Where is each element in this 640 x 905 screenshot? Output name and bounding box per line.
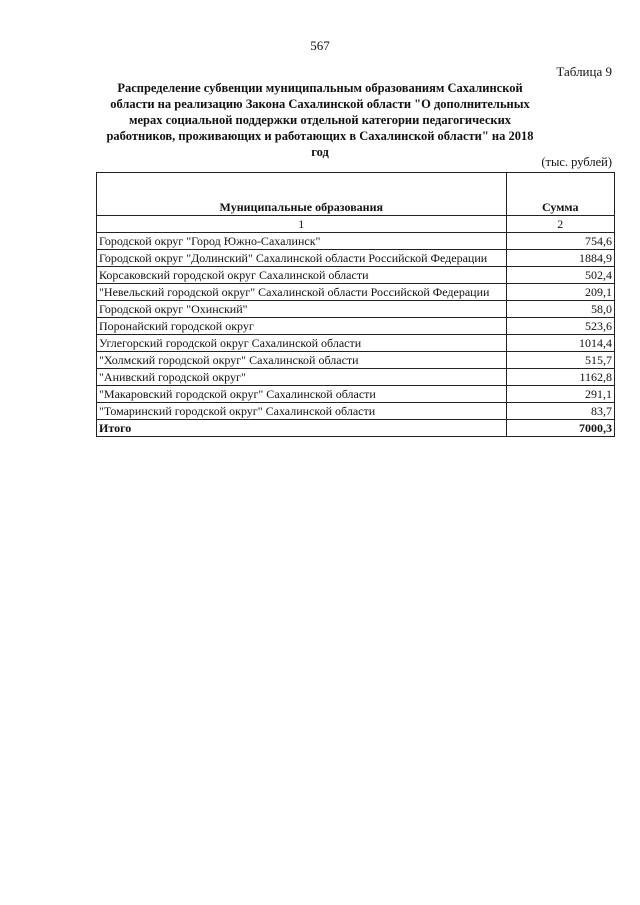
- municipality-name: Углегорский городской округ Сахалинской области: [97, 335, 507, 352]
- column-header-municipality: Муниципальные образования: [97, 173, 507, 216]
- page-number: 567: [310, 38, 330, 53]
- table-label: Таблица 9: [556, 64, 612, 79]
- municipality-name: Корсаковский городской округ Сахалинской области: [97, 267, 507, 284]
- table-row: [97, 284, 615, 301]
- amount-value: 523,6: [506, 318, 614, 335]
- table-row: [97, 267, 615, 284]
- total-label: Итого: [97, 420, 507, 437]
- column-number-1: 1: [97, 216, 507, 233]
- table-row: [97, 233, 615, 250]
- column-number-row: [97, 216, 615, 233]
- table-row: [97, 386, 615, 403]
- table-row: [97, 250, 615, 267]
- table-row: [97, 352, 615, 369]
- amount-value: 291,1: [506, 386, 614, 403]
- table-row: [97, 369, 615, 386]
- amount-value: 754,6: [506, 233, 614, 250]
- table-row: [97, 301, 615, 318]
- municipality-name: Городской округ "Город Южно-Сахалинск": [97, 233, 507, 250]
- total-amount: 7000,3: [506, 420, 614, 437]
- municipality-name: "Макаровский городской округ" Сахалинской области: [97, 386, 507, 403]
- table-row: [97, 318, 615, 335]
- document-title: Распределение субвенции муниципальным образованиям Сахалинской области на реализацию Закона Сахалинской области "О дополнительных мерах социальной поддержки отдельной категории педагогических работников, проживающих и работающих в Сахалинской области" на 2018 год: [106, 81, 534, 159]
- total-row: [97, 420, 615, 437]
- table-header-row: [97, 173, 615, 216]
- municipality-name: "Невельский городской округ" Сахалинской области Российской Федерации: [97, 284, 507, 301]
- municipality-name: "Холмский городской округ" Сахалинской области: [97, 352, 507, 369]
- column-header-amount: Сумма: [506, 173, 614, 216]
- amount-value: 502,4: [506, 267, 614, 284]
- municipality-name: Городской округ "Охинский": [97, 301, 507, 318]
- amount-value: 209,1: [506, 284, 614, 301]
- table-row: [97, 403, 615, 420]
- amount-value: 83,7: [506, 403, 614, 420]
- amount-value: 515,7: [506, 352, 614, 369]
- amount-value: 1014,4: [506, 335, 614, 352]
- amount-value: 58,0: [506, 301, 614, 318]
- municipality-name: Городской округ "Долинский" Сахалинской области Российской Федерации: [97, 250, 507, 267]
- subsidy-table: [96, 172, 615, 437]
- units-label: (тыс. рублей): [541, 155, 612, 169]
- column-number-2: 2: [506, 216, 614, 233]
- amount-value: 1162,8: [506, 369, 614, 386]
- amount-value: 1884,9: [506, 250, 614, 267]
- municipality-name: "Томаринский городской округ" Сахалинской области: [97, 403, 507, 420]
- municipality-name: "Анивский городской округ": [97, 369, 507, 386]
- table-row: [97, 335, 615, 352]
- municipality-name: Поронайский городской округ: [97, 318, 507, 335]
